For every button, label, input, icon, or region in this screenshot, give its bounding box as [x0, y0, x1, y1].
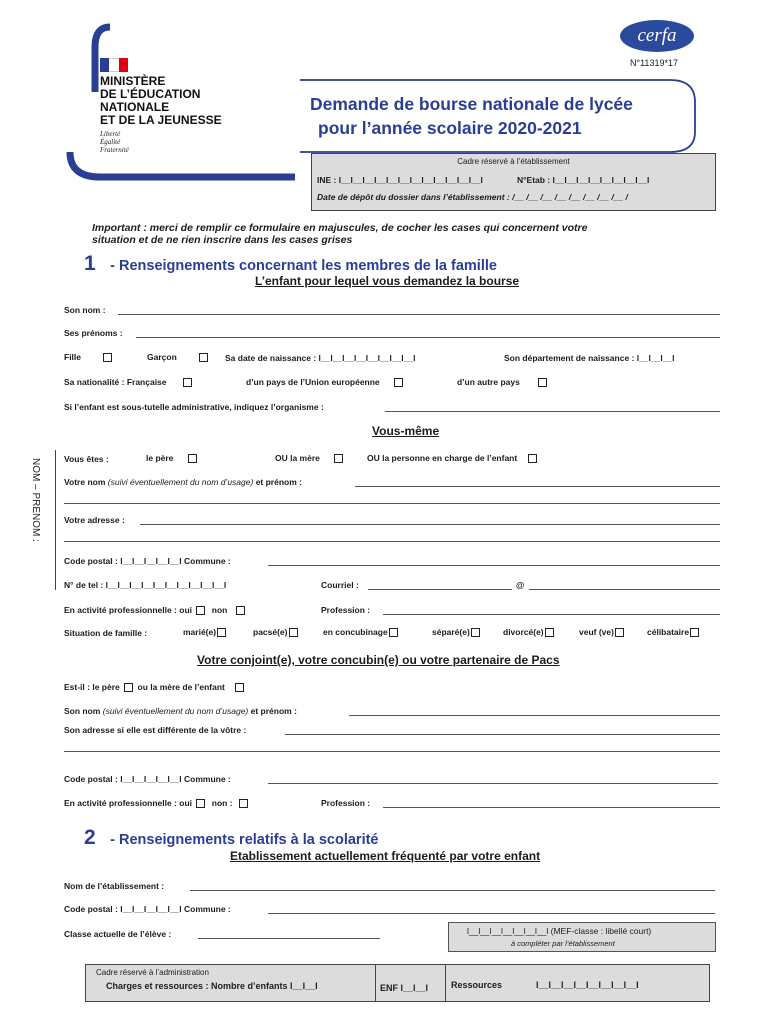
marie-option [183, 627, 226, 637]
ministry-line: MINISTÈRE [100, 74, 166, 88]
etab-code-postal-label: Code postal : l__l__l__l__l__l Commune : [64, 904, 231, 914]
nationalite-francaise [64, 377, 192, 387]
celibataire-option [647, 627, 699, 637]
mef-field[interactable]: l__l__l__l__l__l__l__l (MEF-classe : libellé court) [467, 926, 652, 936]
fille-checkbox[interactable] [103, 353, 112, 362]
section1-title: - Renseignements concernant les membres de la famille [110, 258, 497, 274]
autre-pays-checkbox[interactable] [538, 378, 547, 387]
motto-line: Liberté [100, 130, 121, 138]
concubinage-label: en concubinage [323, 627, 388, 637]
pacse-checkbox[interactable] [289, 628, 298, 637]
conjoint-activite-non-label: non : [211, 798, 233, 808]
ressources-label: Ressources [451, 980, 503, 990]
nationalite-ue [246, 377, 403, 387]
mere-option [275, 453, 343, 463]
conjoint-adresse-line[interactable] [285, 734, 720, 735]
votre-adresse-line[interactable] [140, 524, 720, 525]
child-birthdate-field[interactable]: Sa date de naissance : l__l__l__l__l__l__l__l__l [225, 353, 416, 363]
votre-adresse-label: Votre adresse : [64, 515, 125, 525]
divorce-option [503, 627, 554, 637]
tutelle-line[interactable] [385, 411, 720, 412]
tel-field[interactable]: N° de tel : l__l__l__l__l__l__l__l__l__l__l [64, 580, 227, 590]
conjoint-adresse-line2[interactable] [64, 751, 720, 752]
important-line: situation et de ne rien inscrire dans les cases grises [92, 234, 353, 246]
tutelle-label: Si l’enfant est sous-tutelle administrative, indiquez l’organisme : [64, 402, 324, 412]
conjoint-commune-line[interactable] [268, 783, 718, 784]
vous-activite-non-checkbox[interactable] [236, 606, 245, 615]
votre-adresse-line2[interactable] [64, 541, 720, 542]
motto-line: Fraternité [100, 146, 129, 154]
netab-field: N°Etab : l__l__l__l__l__l__l__l__l [517, 175, 650, 185]
admin-divider-1 [375, 965, 376, 1001]
classe-label: Classe actuelle de l’élève : [64, 929, 172, 939]
motto-line: Égalité [100, 138, 121, 146]
section2-number: 2 [84, 826, 96, 849]
etab-box-caption: Cadre réservé à l’établissement [457, 157, 570, 166]
personne-label: OU la personne en charge de l’enfant [367, 453, 518, 463]
courriel-line-domain[interactable] [529, 589, 720, 590]
vous-profession-label: Profession : [321, 605, 371, 615]
conjoint-pere-checkbox[interactable] [124, 683, 133, 692]
child-subtitle: L’enfant pour lequel vous demandez la bourse [255, 274, 520, 288]
child-department-field[interactable]: Son département de naissance : l__l__l__l [504, 353, 675, 363]
pere-checkbox[interactable] [188, 454, 197, 463]
votre-nom-line[interactable] [355, 486, 720, 487]
admin-reserved-box [85, 964, 710, 1002]
vous-activite [64, 605, 245, 615]
garcon-label: Garçon [147, 352, 177, 362]
conjoint-role [64, 682, 244, 692]
vous-activite-oui-checkbox[interactable] [196, 606, 205, 615]
nom-etab-label: Nom de l’établissement : [64, 881, 165, 891]
francaise-checkbox[interactable] [183, 378, 192, 387]
courriel-at: @ [516, 580, 525, 590]
charges-field[interactable]: Charges et ressources : Nombre d’enfants l__l__l [106, 981, 318, 991]
pacse-label: pacsé(e) [253, 627, 288, 637]
conjoint-mere-label: ou la mère de l’enfant [137, 682, 225, 692]
admin-divider-2 [445, 965, 446, 1001]
title-line1: Demande de bourse nationale de lycée [310, 94, 633, 114]
marie-checkbox[interactable] [217, 628, 226, 637]
separe-checkbox[interactable] [471, 628, 480, 637]
concubinage-checkbox[interactable] [389, 628, 398, 637]
courriel-label: Courriel : [321, 580, 359, 590]
vous-subtitle: Vous-même [372, 424, 440, 438]
votre-nom-line2[interactable] [64, 503, 720, 504]
cerfa-number: N°11319*17 [630, 58, 678, 68]
garcon-option [147, 352, 208, 362]
veuf-label: veuf (ve) [579, 627, 614, 637]
title-line2: pour l’année scolaire 2020-2021 [318, 118, 582, 138]
ue-label: d’un pays de l’Union européenne [246, 377, 380, 387]
ressources-field[interactable]: l__l__l__l__l__l__l__l__l [536, 980, 639, 990]
conjoint-nom-line[interactable] [349, 715, 720, 716]
conjoint-mere-checkbox[interactable] [235, 683, 244, 692]
cerfa-logo: cerfa [620, 20, 694, 52]
veuf-checkbox[interactable] [615, 628, 624, 637]
section2-title: - Renseignements relatifs à la scolarité [110, 832, 379, 848]
mef-grey-box [448, 922, 716, 952]
ministry-line: ET DE LA JEUNESSE [100, 113, 222, 127]
section1-header [84, 252, 497, 276]
important-line: Important : merci de remplir ce formulaire en majuscules, de cocher les cases qui concernent votre [92, 222, 588, 234]
conjoint-nom-note: (suivi éventuellement du nom d’usage) [102, 706, 249, 716]
conjoint-activite-non-checkbox[interactable] [239, 799, 248, 808]
nom-etab-line[interactable] [190, 890, 715, 891]
situation-label: Situation de famille : [64, 628, 148, 638]
conjoint-pere-label: Est-il : le père [64, 682, 120, 692]
vous-activite-non-label: non [211, 605, 228, 615]
celibataire-label: célibataire [647, 627, 690, 637]
important-note [92, 222, 587, 246]
personne-option [367, 453, 537, 463]
conjoint-activite-oui-checkbox[interactable] [196, 799, 205, 808]
conjoint-code-postal-label: Code postal : l__l__l__l__l__l Commune : [64, 774, 231, 784]
form-title [310, 92, 633, 140]
vertical-divider [55, 450, 56, 590]
votre-nom-text: Votre nom [64, 477, 106, 487]
divorce-checkbox[interactable] [545, 628, 554, 637]
conjoint-profession-line[interactable] [383, 807, 720, 808]
child-nom-line[interactable] [118, 314, 720, 315]
mere-label: OU la mère [275, 453, 320, 463]
fille-label: Fille [64, 352, 82, 362]
vous-code-postal-label: Code postal : l__l__l__l__l__l Commune : [64, 556, 231, 566]
ministry-line: DE L’ÉDUCATION [100, 87, 201, 101]
section1-number: 1 [84, 252, 96, 275]
ue-checkbox[interactable] [394, 378, 403, 387]
conjoint-nom-text: Son nom [64, 706, 101, 716]
vous-activite-label: En activité professionnelle : oui [64, 605, 192, 615]
etab-commune-line[interactable] [268, 913, 715, 914]
separe-option [432, 627, 480, 637]
veuf-option [579, 627, 624, 637]
nom-prenom-vertical-label: NOM – PRENOM : [30, 458, 41, 542]
concubinage-option [323, 627, 398, 637]
pere-option [146, 453, 197, 463]
courriel-line-user[interactable] [368, 589, 512, 590]
conjoint-subtitle: Votre conjoint(e), votre concubin(e) ou votre partenaire de Pacs [197, 653, 560, 667]
section2-subtitle: Etablissement actuellement fréquenté par votre enfant [230, 849, 541, 863]
pere-label: le père [146, 453, 174, 463]
ine-field: INE : l__l__l__l__l__l__l__l__l__l__l__l__l [317, 175, 483, 185]
depot-date-field: Date de dépôt du dossier dans l’établissement : /__ /__ /__ /__ /__ /__ /__ /__ / [317, 192, 628, 202]
etab-reserved-box [311, 153, 716, 211]
divorce-label: divorcé(e) [503, 627, 544, 637]
conjoint-profession-label: Profession : [321, 798, 371, 808]
nationalite-label: Sa nationalité : Française [64, 377, 167, 387]
vous-commune-line[interactable] [268, 565, 720, 566]
mef-note: à compléter par l’établissement [511, 939, 615, 948]
conjoint-nom-label [64, 706, 297, 716]
votre-nom-prenom: et prénom : [255, 477, 302, 487]
child-prenoms-line[interactable] [136, 337, 720, 338]
ministry-line: NATIONALE [100, 100, 170, 114]
child-prenoms-label: Ses prénoms : [64, 328, 123, 338]
autre-label: d’un autre pays [457, 377, 520, 387]
nationalite-autre [457, 377, 547, 387]
celibataire-checkbox[interactable] [690, 628, 699, 637]
personne-checkbox[interactable] [528, 454, 537, 463]
vous-profession-line[interactable] [383, 614, 720, 615]
votre-nom-label [64, 477, 302, 487]
pacse-option [253, 627, 298, 637]
garcon-checkbox[interactable] [199, 353, 208, 362]
classe-line[interactable] [198, 938, 380, 939]
vous-etes-label: Vous êtes : [64, 454, 109, 464]
enf-field[interactable]: ENF l__l__l [380, 983, 429, 993]
conjoint-activite-label: En activité professionnelle : oui [64, 798, 192, 808]
conjoint-activite [64, 798, 248, 808]
child-nom-label: Son nom : [64, 305, 106, 315]
section2-header [84, 826, 379, 850]
admin-box-caption: Cadre réservé à l’administration [96, 968, 209, 977]
separe-label: séparé(e) [432, 627, 470, 637]
votre-nom-note: (suivi éventuellement du nom d’usage) [107, 477, 254, 487]
conjoint-nom-prenom: et prénom : [250, 706, 297, 716]
fille-option [64, 352, 112, 362]
marie-label: marié(e) [183, 627, 217, 637]
mere-checkbox[interactable] [334, 454, 343, 463]
conjoint-adresse-label: Son adresse si elle est différente de la vôtre : [64, 725, 247, 735]
